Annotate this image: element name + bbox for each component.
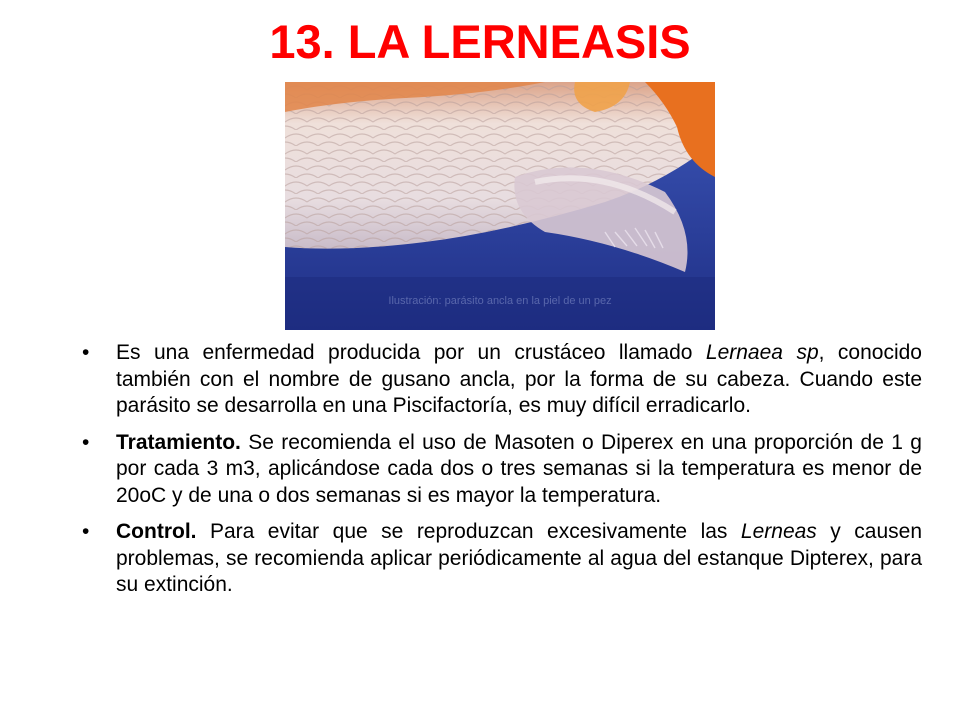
bullet-text: Para evitar que se reproduzcan excesivamente las [196, 520, 741, 543]
bullet-lead: Tratamiento. [116, 430, 241, 454]
bullet-description [80, 340, 922, 420]
bullet-marker: • [82, 520, 90, 543]
bullet-text-cont: y causen problemas, se recomienda aplicar periódicamente al agua del estanque Dipterex, para su extinción. [116, 520, 922, 596]
slide-title: 13. LA LERNEASIS [269, 15, 691, 68]
bullet-treatment [80, 430, 922, 510]
bullet-list [80, 340, 922, 609]
bullet-marker: • [82, 341, 90, 364]
photo-watermark: Ilustración: parásito ancla en la piel de un pez [388, 295, 612, 307]
bullet-lead: Control. [116, 520, 197, 543]
bullet-marker: • [82, 430, 90, 454]
bullet-control [80, 519, 922, 599]
fish-photo [285, 82, 715, 330]
species-name: Lerneas [740, 520, 817, 543]
species-name: Lernaea sp [705, 341, 819, 364]
bullet-text: Se recomienda el uso de Masoten o Diperex en una proporción de 1 g por cada 3 m3, aplicándose cada dos o tres semanas si la temperatura es menor de 20oC y de una o dos semanas si es mayor la temperatura. [116, 430, 922, 507]
bullet-text-cont: , conocido también con el nombre de gusano ancla, por la forma de su cabeza. Cuando este parásito se desarrolla en una Piscifactoría, es muy difícil erradicarlo. [116, 341, 922, 417]
bullet-text: Es una enfermedad producida por un crustáceo llamado [116, 341, 706, 364]
